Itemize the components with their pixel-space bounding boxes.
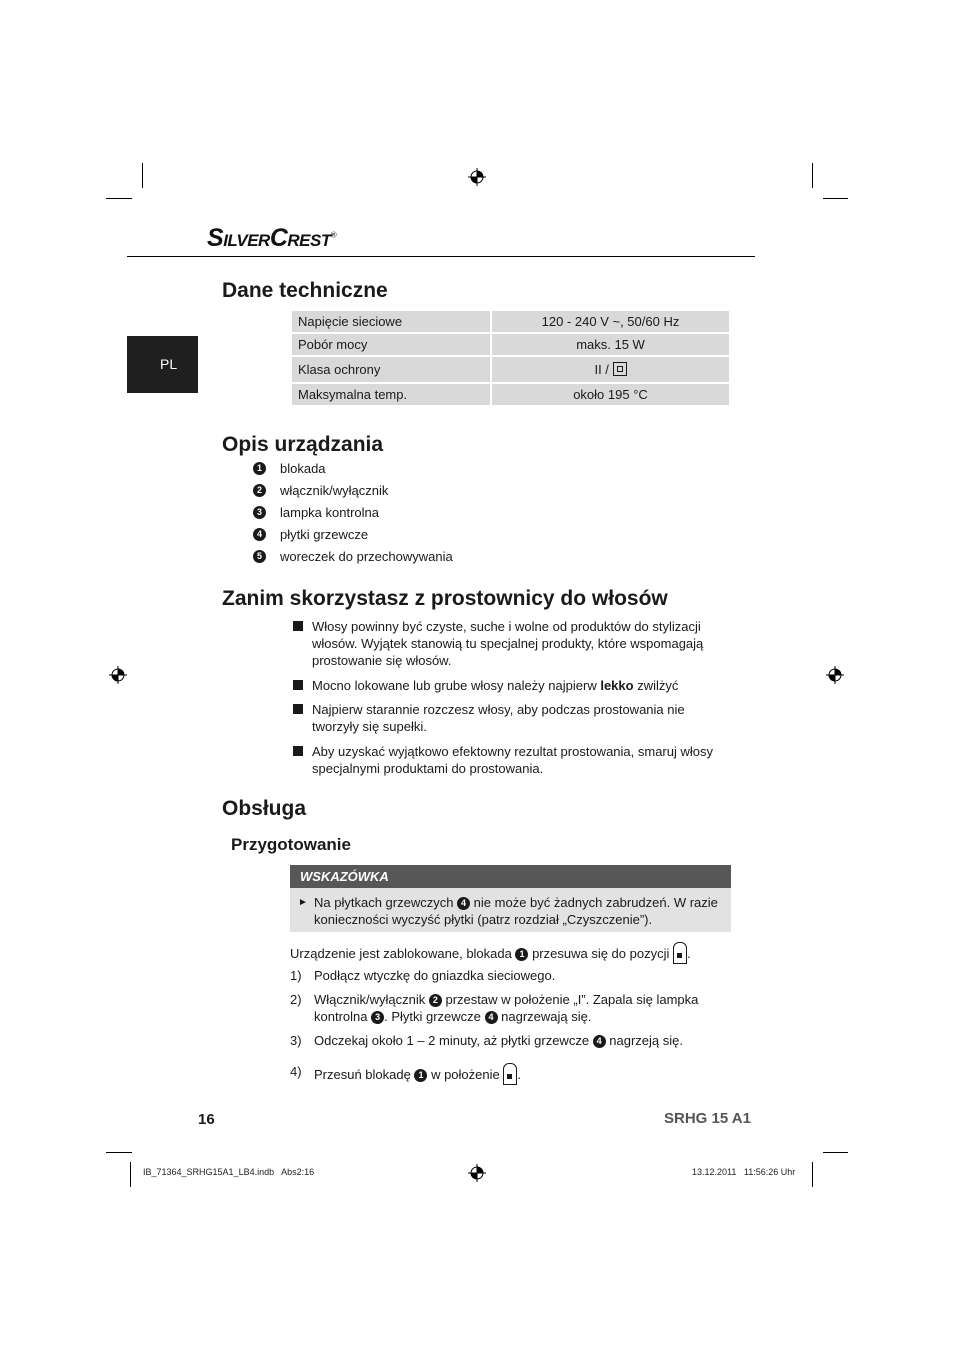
lock-position-icon [503, 1063, 517, 1085]
subsection-title-preparation: Przygotowanie [231, 835, 351, 854]
bullet-text: Aby uzyskać wyjątkowo efektowny rezultat prostowania, smaruj włosy specjalnymi produktami do prostowania. [312, 744, 713, 776]
table-row [292, 357, 729, 382]
part-label: płytki grzewcze [280, 527, 369, 542]
note-body [290, 888, 731, 932]
number-badge: 4 [253, 528, 266, 541]
registration-mark-icon [468, 1164, 486, 1182]
crop-mark [106, 198, 132, 199]
part-label: blokada [280, 461, 326, 476]
part-label: woreczek do przechowywania [280, 549, 453, 564]
registration-mark-icon [826, 666, 844, 684]
number-badge: 3 [253, 506, 266, 519]
part-label: włącznik/wyłącznik [280, 483, 389, 498]
bullet-text: Najpierw starannie rozczesz włosy, aby podczas prostowania nie tworzyły się supełki. [312, 702, 685, 734]
lock-position-icon [673, 942, 687, 964]
lock-paragraph: Urządzenie jest zablokowane, blokada 1 przesuwa się do pozycji . [290, 942, 731, 964]
language-tab: PL [127, 336, 198, 393]
protection-class-icon [613, 362, 627, 376]
number-badge: 4 [593, 1035, 606, 1048]
bullet-square-icon [293, 680, 303, 690]
crop-mark [142, 163, 143, 188]
number-badge: 2 [429, 994, 442, 1007]
number-badge: 4 [457, 897, 470, 910]
arrow-right-icon: ► [298, 897, 308, 908]
spec-table [290, 309, 731, 407]
print-slug-date: 13.12.2011 11:56:26 Uhr [692, 1167, 796, 1177]
step-number: 2) [290, 992, 302, 1007]
section-title-before-use: Zanim skorzystasz z prostownicy do włosów [222, 587, 668, 610]
step-text: Przesuń blokadę 1 w położenie . [314, 1063, 731, 1085]
part-label: lampka kontrolna [280, 505, 379, 520]
spec-value: maks. 15 W [492, 334, 729, 355]
spec-label: Pobór mocy [292, 334, 490, 355]
spec-label: Maksymalna temp. [292, 384, 490, 405]
number-badge: 3 [371, 1011, 384, 1024]
crop-mark [812, 1162, 813, 1187]
spec-label: Napięcie sieciowe [292, 311, 490, 332]
step-number: 3) [290, 1033, 302, 1048]
header-rule [127, 256, 755, 257]
section-title-operation: Obsługa [222, 797, 307, 820]
registration-mark-icon [109, 666, 127, 684]
note-header: WSKAZÓWKA [290, 865, 731, 888]
number-badge: 1 [414, 1069, 427, 1082]
model-number: SRHG 15 A1 [664, 1110, 751, 1127]
spec-value-protection: II / [492, 357, 729, 382]
bullet-square-icon [293, 746, 303, 756]
crop-mark [823, 1152, 848, 1153]
step-number: 4) [290, 1064, 302, 1079]
crop-mark [823, 198, 848, 199]
section-title-technical: Dane techniczne [222, 279, 388, 302]
bullet-text: Mocno lokowane lub grube włosy należy najpierw lekko zwilżyć [312, 678, 679, 693]
print-slug-file: IB_71364_SRHG15A1_LB4.indb Abs2:16 [143, 1167, 315, 1177]
number-badge: 2 [253, 484, 266, 497]
spec-label: Klasa ochrony [292, 357, 490, 382]
number-badge: 1 [253, 462, 266, 475]
spec-value: 120 - 240 V ~, 50/60 Hz [492, 311, 729, 332]
step-text: Włącznik/wyłącznik 2 przestaw w położenie „I”. Zapala się lampka kontrolna 3 . Płytki grzewcze 4 nagrzewają się. [314, 992, 699, 1024]
page-number: 16 [198, 1111, 215, 1128]
number-badge: 1 [515, 948, 528, 961]
brand-logo: SILVERCREST® [207, 224, 337, 252]
number-badge: 5 [253, 550, 266, 563]
registration-mark-icon [468, 168, 486, 186]
step-text: Podłącz wtyczkę do gniazdka sieciowego. [314, 968, 556, 983]
number-badge: 4 [485, 1011, 498, 1024]
note-text: Na płytkach grzewczych 4 nie może być żadnych zabrudzeń. W razie konieczności wyczyść płytki (patrz rozdział „Czyszczenie”). [314, 895, 718, 927]
spec-value: około 195 °C [492, 384, 729, 405]
table-row [292, 311, 729, 332]
table-row [292, 334, 729, 355]
bullet-square-icon [293, 621, 303, 631]
crop-mark [106, 1152, 132, 1153]
bullet-text: Włosy powinny być czyste, suche i wolne od produktów do stylizacji włosów. Wyjątek stanowią tu specjalnej produkty, które wspomagają prostowanie się włosów. [312, 619, 704, 668]
step-text: Odczekaj około 1 – 2 minuty, aż płytki grzewcze 4 nagrzeją się. [314, 1033, 683, 1048]
crop-mark [130, 1162, 131, 1187]
table-row [292, 384, 729, 405]
bullet-square-icon [293, 704, 303, 714]
crop-mark [812, 163, 813, 188]
section-title-description: Opis urządzania [222, 433, 384, 456]
step-number: 1) [290, 968, 302, 983]
